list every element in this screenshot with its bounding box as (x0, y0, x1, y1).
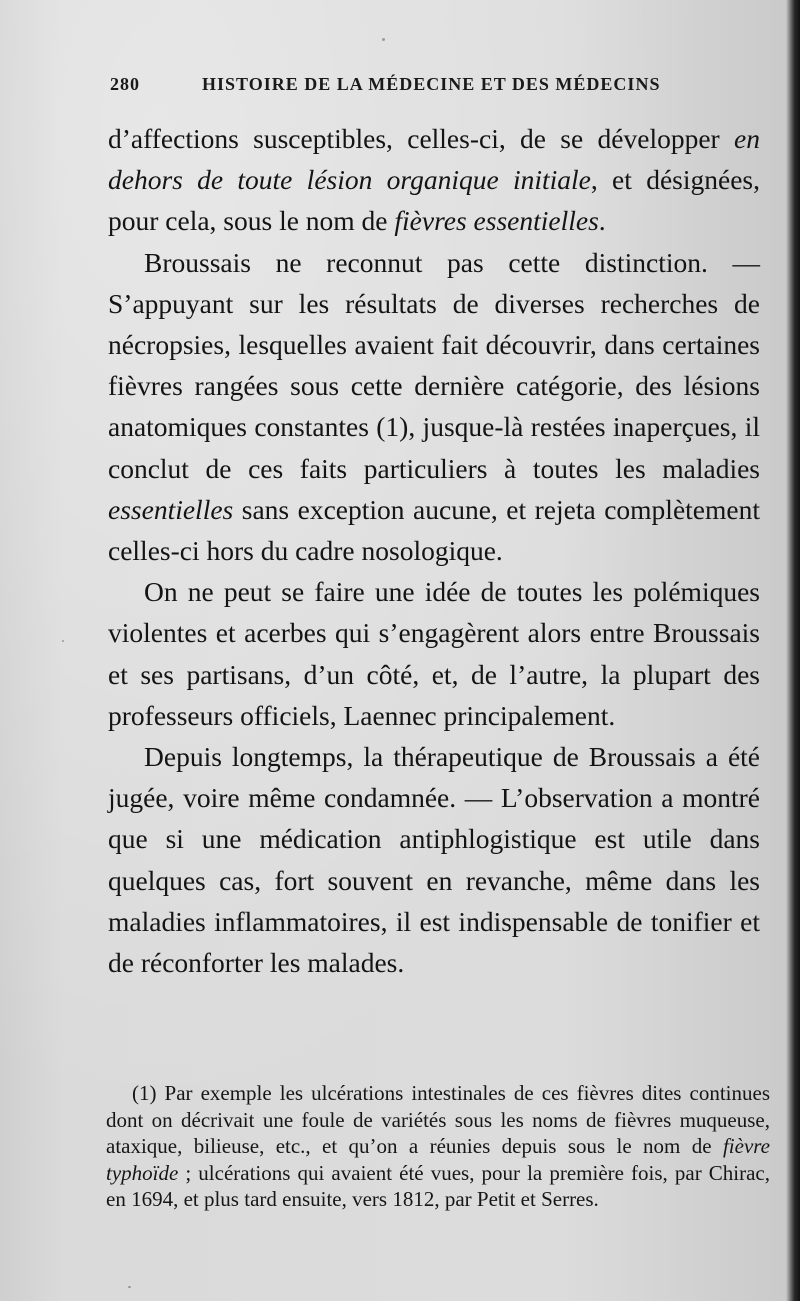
paragraph-1-seg-2-italic: en dehors de toute lésion organique initiale (108, 123, 760, 196)
footnote (106, 1080, 770, 1213)
paragraph-1-seg-5: . (598, 205, 606, 237)
page-number: 280 (110, 74, 140, 94)
paragraph-1 (108, 118, 760, 242)
paper-speck (62, 640, 64, 642)
page-edge-shadow (786, 0, 800, 1301)
paragraph-1-seg-1: d’affections susceptibles, celles-ci, de se développer (108, 123, 735, 154)
paragraph-2-seg-3: sans exception aucune, et rejeta complètement celles-ci hors du cadre nosologique. (108, 493, 760, 567)
paragraph-4 (108, 736, 760, 983)
paper-speck (382, 38, 385, 41)
paragraph-1-seg-3: , et désignées, pour cela, sous le nom de (108, 164, 760, 237)
paragraph-1-seg-4-italic: fièvres essentielles (394, 205, 599, 237)
paragraph-2-seg-2-italic: essentielles (108, 493, 234, 525)
paragraph-3 (108, 571, 760, 736)
running-title: HISTOIRE DE LA MÉDECINE ET DES MÉDECINS (202, 74, 661, 94)
footnote-seg-2-italic: fièvre typhoïde (106, 1134, 770, 1185)
running-header (110, 74, 700, 95)
body-text (108, 118, 760, 983)
footnote-seg-1: (1) Par exemple les ulcérations intestinales de ces fièvres dites continues dont on décrivait une foule de variétés sous les noms de fièvres muqueuse, ataxique, bilieuse, etc., et qu’on a réunies depuis sous le nom de (106, 1081, 770, 1158)
paragraph-3-seg-1: On ne peut se faire une idée de toutes les polémiques violentes et acerbes qui s’engagèrent alors entre Broussais et ses partisans, d’un côté, et, de l’autre, la plupart des professeurs officiels, Laennec principalement. (108, 576, 760, 731)
paragraph-2-seg-1: Broussais ne reconnut pas cette distinction. — S’appuyant sur les résultats de diverses recherches de nécropsies, lesquelles avaient fait découvrir, dans certaines fièvres rangées sous cette dernière catégorie, des lésions anatomiques constantes (1), jusque-là restées inaperçues, il conclut de ces faits particuliers à toutes les maladies (108, 246, 760, 484)
paragraph-4-seg-1: Depuis longtemps, la thérapeutique de Broussais a été jugée, voire même condamnée. — L’observation a montré que si une médication antiphlogistique est utile dans quelques cas, fort souvent en revanche, même dans les maladies inflammatoires, il est indispensable de tonifier et de réconforter les malades. (108, 741, 760, 979)
paper-speck (128, 1286, 131, 1288)
footnote-paragraph (106, 1080, 770, 1213)
paragraph-2 (108, 242, 760, 572)
footnote-seg-3: ; ulcérations qui avaient été vues, pour la première fois, par Chirac, en 1694, et plus tard ensuite, vers 1812, par Petit et Serres. (106, 1160, 770, 1211)
